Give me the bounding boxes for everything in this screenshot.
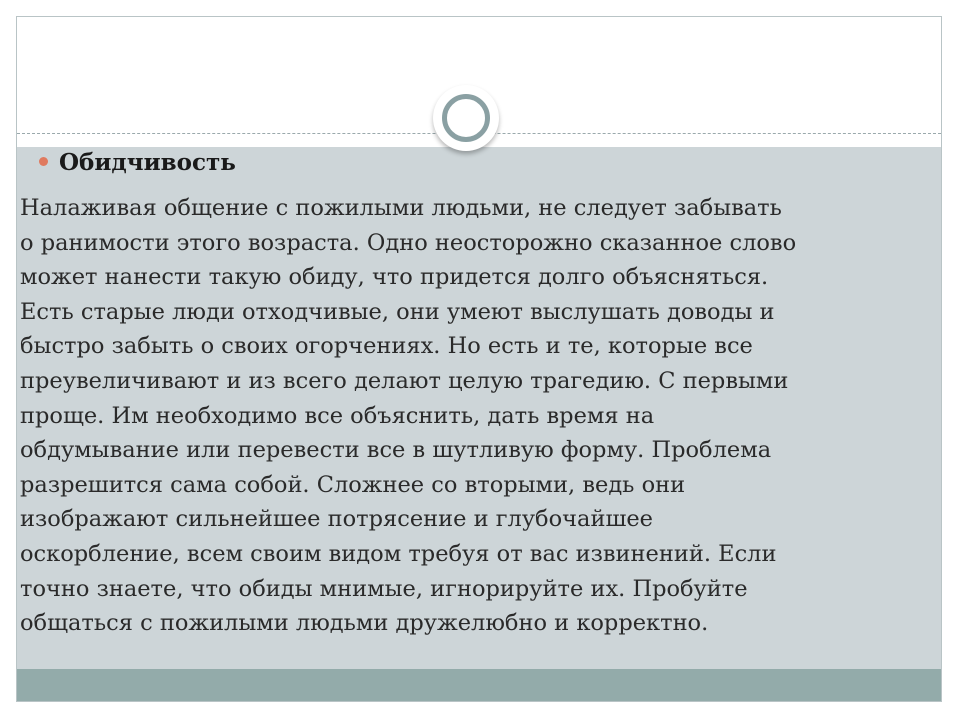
body-line: Налаживая общение с пожилыми людьми, не следует забывать xyxy=(20,195,782,221)
body-line: разрешится сама собой. Сложнее со вторыми, ведь они xyxy=(20,471,686,498)
body-line: преувеличивают и из всего делают целую трагедию. С первыми xyxy=(20,367,789,394)
body-line: быстро забыть о своих огорчениях. Но есть и те, которые все xyxy=(20,333,753,360)
body-line: о ранимости этого возраста. Одно неосторожно сказанное слово xyxy=(20,229,797,256)
ring-inner xyxy=(442,94,490,142)
body-paragraph xyxy=(20,191,900,641)
bullet-item xyxy=(20,148,900,182)
body-line: обдумывание или перевести все в шутливую форму. Проблема xyxy=(20,437,772,464)
circle-ring-icon xyxy=(433,85,499,151)
body-line: точно знаете, что обиды мнимые, игнорируйте их. Пробуйте xyxy=(20,575,748,602)
bullet-dot-icon xyxy=(39,157,48,166)
body-line: оскорбление, всем своим видом требуя от вас извинений. Если xyxy=(20,540,777,567)
body-line: общаться с пожилыми людьми дружелюбно и корректно. xyxy=(20,610,709,637)
body-line: может нанести такую обиду, что придется долго объясняться. xyxy=(20,264,769,291)
bullet-title: Обидчивость xyxy=(59,149,236,176)
body-line: проще. Им необходимо все объяснить, дать время на xyxy=(20,402,655,429)
body-line: изображают сильнейшее потрясение и глубочайшее xyxy=(20,506,653,533)
body-line: Есть старые люди отходчивые, они умеют выслушать доводы и xyxy=(20,298,775,325)
footer-bar xyxy=(17,669,941,701)
